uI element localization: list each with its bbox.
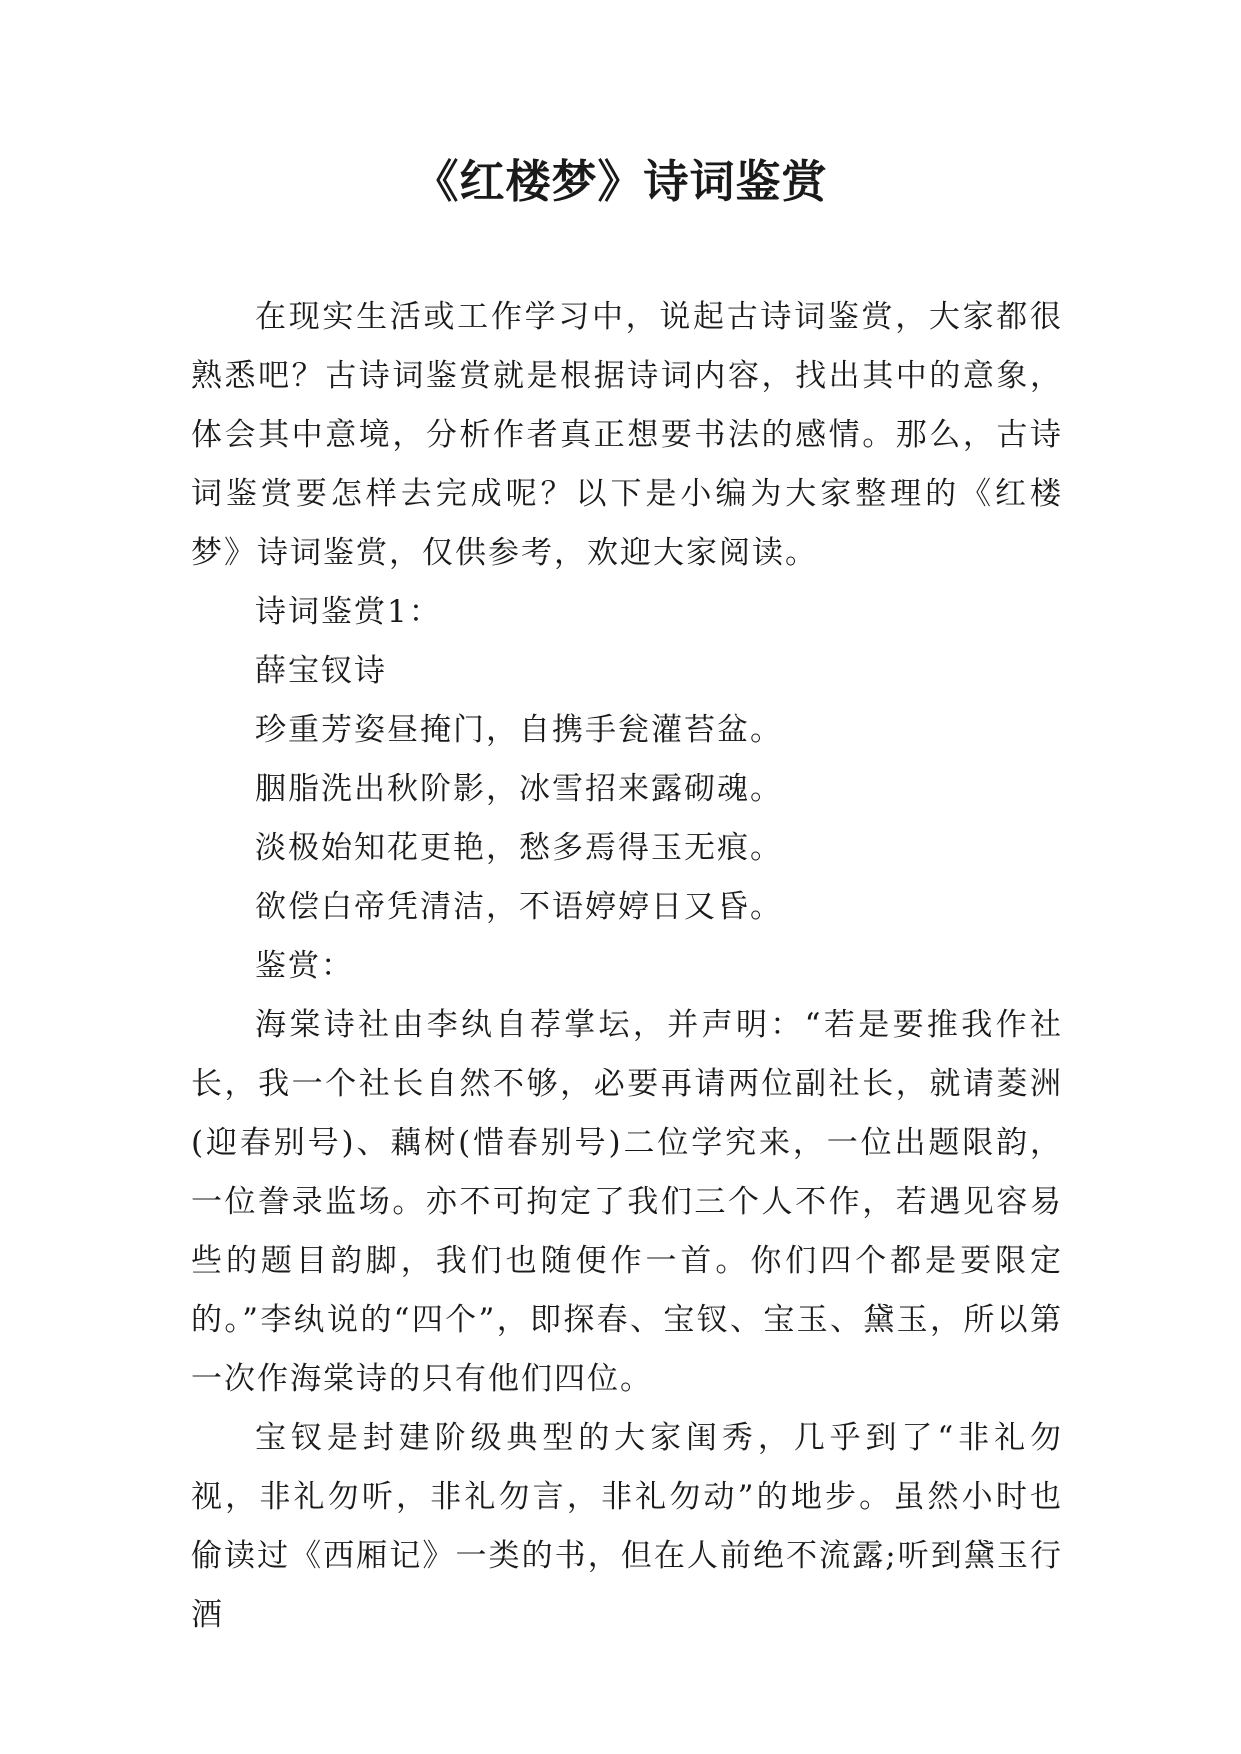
poem-title: 薛宝钗诗	[255, 653, 387, 689]
body-paragraph: 海棠诗社由李纨自荐掌坛，并声明：“若是要推我作社长，我一个社长自然不够，必要再请两位副社长，就请菱洲(迎春别号)、藕树(惜春别号)二位学究来，一位出题限韵，一位誊录监场。亦不可拘定了我们三个人不作，若遇见容易些的题目韵脚，我们也随便作一首。你们四个都是要限定的。”李纨说的“四个”，即探春、宝钗、宝玉、黛玉，所以第一次作海棠诗的只有他们四位。	[191, 1007, 1063, 1397]
document-body	[191, 288, 1063, 1645]
poem-line: 淡极始知花更艳，愁多焉得玉无痕。	[255, 830, 783, 866]
section-heading: 诗词鉴赏1：	[255, 594, 442, 630]
poem-line: 珍重芳姿昼掩门，自携手瓮灌苔盆。	[255, 712, 783, 748]
body-paragraph: 宝钗是封建阶级典型的大家闺秀，几乎到了“非礼勿视，非礼勿听，非礼勿言，非礼勿动”的地步。虽然小时也偷读过《西厢记》一类的书，但在人前绝不流露;听到黛玉行酒	[191, 1420, 1063, 1633]
intro-paragraph: 在现实生活或工作学习中，说起古诗词鉴赏，大家都很熟悉吧？古诗词鉴赏就是根据诗词内容，找出其中的意象，体会其中意境，分析作者真正想要书法的感情。那么，古诗词鉴赏要怎样去完成呢？以下是小编为大家整理的《红楼梦》诗词鉴赏，仅供参考，欢迎大家阅读。	[191, 299, 1063, 571]
poem-line: 欲偿白帝凭清洁，不语婷婷日又昏。	[255, 889, 783, 925]
appreciation-label: 鉴赏：	[255, 948, 354, 984]
poem-line: 胭脂洗出秋阶影，冰雪招来露砌魂。	[255, 771, 783, 807]
document-title: 《红楼梦》诗词鉴赏	[413, 155, 828, 208]
